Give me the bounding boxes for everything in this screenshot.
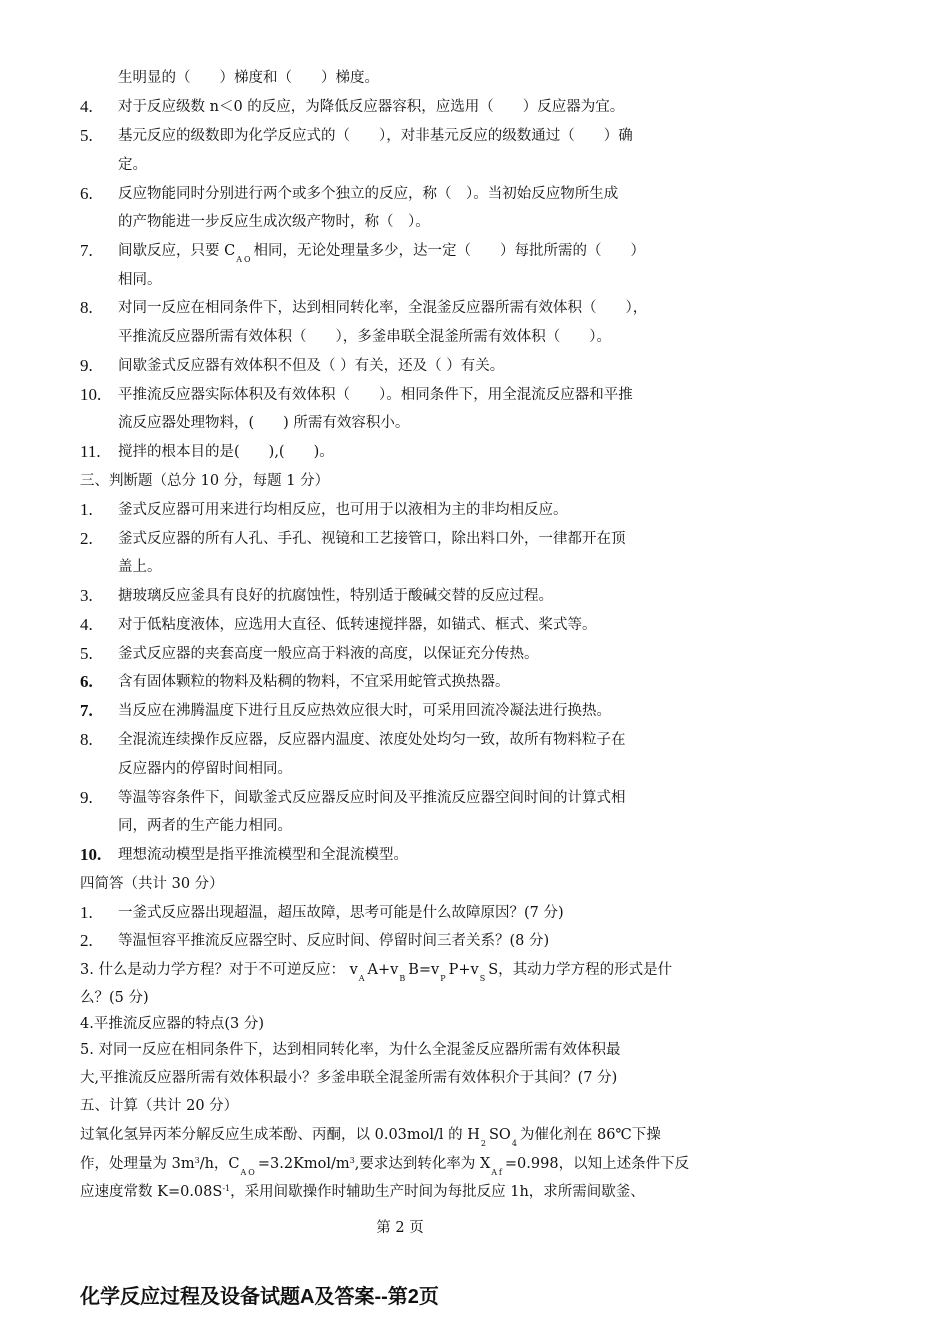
question-text: 流反应器处理物料，( ) 所需有效容积小。 [118,415,410,431]
question-number: 6. [80,672,93,691]
question-text: 釜式反应器的所有人孔、手孔、视镜和工艺接管口，除出料口外，一律都开在顶 [118,531,626,547]
question-text: 对于反应级数 n＜0 的反应，为降低反应器容积，应选用（ ）反应器为宜。 [118,99,625,115]
subscript: B [399,974,408,983]
judge-8-cont [118,759,748,779]
text-segment: v [349,962,358,978]
text-segment: 过氧化氢异丙苯分解反应生成苯酚、丙酮，以 0.03mol/l 的 H [80,1127,480,1143]
question-number: 8. [80,298,93,317]
question-number: 2. [80,931,93,950]
judge-9-cont [118,816,748,836]
superscript: 3 [349,1156,355,1165]
section-title: 五、计算（共计 20 分） [80,1098,239,1114]
question-text: 相同。 [118,272,162,288]
judge-2-cont [118,557,748,577]
text-segment: A+v [367,962,399,978]
question-number: 9. [80,788,93,807]
text-segment: B=v [408,962,440,978]
question-number: 7. [80,241,93,260]
question-10-cont [118,413,748,433]
question-6-cont [118,212,748,232]
text-segment: /h，C [199,1156,240,1172]
question-8-cont [118,327,748,347]
question-number: 1. [80,903,93,922]
question-text: 反应物能同时分别进行两个或多个独立的反应，称（ ）。当初始反应物所生成 [118,186,619,202]
question-text: 基元反应的级数即为化学反应式的（ ），对非基元反应的级数通过（ ）确 [118,128,633,144]
question-number: 10. [80,845,102,864]
question-text: 等温恒容平推流反应器空时、反应时间、停留时间三者关系？(8 分) [118,933,550,949]
text-segment: SO [489,1127,511,1143]
question-number: 8. [80,730,93,749]
question-text: 平推流反应器实际体积及有效体积（ ）。相同条件下，用全混流反应器和平推 [118,387,633,403]
question-number: 10. [80,385,102,404]
subscript: Af [491,1168,504,1177]
text-segment: 为催化剂在 86℃下操 [519,1127,661,1143]
text-segment: 应速度常数 K=0.08S [80,1184,223,1200]
question-text: 含有固体颗粒的物料及粘稠的物料，不宜采用蛇管式换热器。 [118,674,510,690]
subscript: AO [236,255,253,264]
question-number: 5. [80,126,93,145]
superscript: 3 [194,1156,200,1165]
question-text: 的产物能进一步反应生成次级产物时，称（ ）。 [118,214,430,230]
question-number: 1. [80,500,93,519]
superscript: -1 [222,1184,231,1193]
problem-text [80,1182,645,1204]
section-title: 三、判断题（总分 10 分，每题 1 分） [80,473,330,489]
question-number: 4. [80,615,93,634]
document-title: 化学反应过程及设备试题A及答案--第2页 [80,1286,439,1308]
subscript: P [440,974,448,983]
text-segment: 作，处理量为 3m [80,1156,195,1172]
subscript: AO [240,1168,257,1177]
text-segment: 相同，无论处理量多少，达一定（ ）每批所需的（ ） [253,243,646,259]
subscript: A [358,974,367,983]
text-segment: =3.2Kmol/m [257,1156,350,1172]
text-segment: ,要求达到转化率为 X [354,1156,491,1172]
question-number: 9. [80,356,93,375]
text-segment: 3. 什么是动力学方程？对于不可逆反应： [80,962,345,978]
problem-text [80,1125,661,1147]
text-segment: P+v [448,962,479,978]
question-text: 搅拌的根本目的是( ),( )。 [118,444,334,460]
question-7-cont [118,270,748,290]
question-text [118,241,645,263]
question-number: 2. [80,529,93,548]
question-text: 5. 对同一反应在相同条件下，达到相同转化率，为什么全混釜反应器所需有效体积最 [80,1042,621,1058]
question-text: 全混流连续操作反应器，反应器内温度、浓度处处均匀一致，故所有物料粒子在 [118,732,626,748]
text-segment: S，其动力学方程的形式是什 [488,962,673,978]
section-title: 四简答（共计 30 分） [80,876,224,892]
question-number: 4. [80,97,93,116]
subscript: S [479,974,488,983]
subscript: 2 [480,1139,488,1148]
question-text: 间歇釜式反应器有效体积不但及（ ）有关，还及（ ）有关。 [118,358,505,374]
text-segment: 间歇反应，只要 C [118,243,236,259]
question-text: 一釜式反应器出现超温，超压故障，思考可能是什么故障原因？(7 分) [118,905,564,921]
question-text: 搪玻璃反应釜具有良好的抗腐蚀性，特别适于酸碱交替的反应过程。 [118,588,553,604]
question-number: 3. [80,586,93,605]
question-text: 么？(5 分) [80,990,149,1006]
question-text: 当反应在沸腾温度下进行且反应热效应很大时，可采用回流冷凝法进行换热。 [118,703,611,719]
question-text: 4.平推流反应器的特点(3 分) [80,1016,264,1032]
question-text: 釜式反应器可用来进行均相反应，也可用于以液相为主的非均相反应。 [118,502,568,518]
question-text: 等温等容条件下，间歇釜式反应器反应时间及平推流反应器空间时间的计算式相 [118,790,626,806]
question-text: 对于低粘度液体，应选用大直径、低转速搅拌器，如锚式、框式、桨式等。 [118,617,597,633]
question-text: 对同一反应在相同条件下，达到相同转化率，全混釜反应器所需有效体积（ ）， [118,300,648,316]
question-text: 理想流动模型是指平推流模型和全混流模型。 [118,847,408,863]
fill-blank-line [118,68,748,88]
question-text: 大,平推流反应器所需有效体积最小？多釜串联全混釜所需有效体积介于其间？(7 分) [80,1070,618,1086]
question-number: 7. [80,701,93,720]
question-text: 生明显的（ ）梯度和（ ）梯度。 [118,70,379,86]
question-5-cont [118,155,748,175]
problem-text [80,1154,689,1176]
question-number: 11. [80,442,101,461]
question-text: 釜式反应器的夹套高度一般应高于料液的高度，以保证充分传热。 [118,646,539,662]
question-text: 盖上。 [118,559,162,575]
text-segment: ，采用间歇操作时辅助生产时间为每批反应 1h，求所需间歇釜、 [230,1184,645,1200]
question-text [80,960,672,982]
page-number: 第 2 页 [376,1220,424,1236]
question-text: 反应器内的停留时间相同。 [118,761,292,777]
question-number: 6. [80,184,93,203]
question-number: 5. [80,644,93,663]
subscript: 4 [511,1139,519,1148]
text-segment: =0.998，以知上述条件下反 [504,1156,690,1172]
question-text: 定。 [118,157,147,173]
question-text: 同，两者的生产能力相同。 [118,818,292,834]
question-text: 平推流反应器所需有效体积（ ），多釜串联全混釜所需有效体积（ ）。 [118,329,611,345]
